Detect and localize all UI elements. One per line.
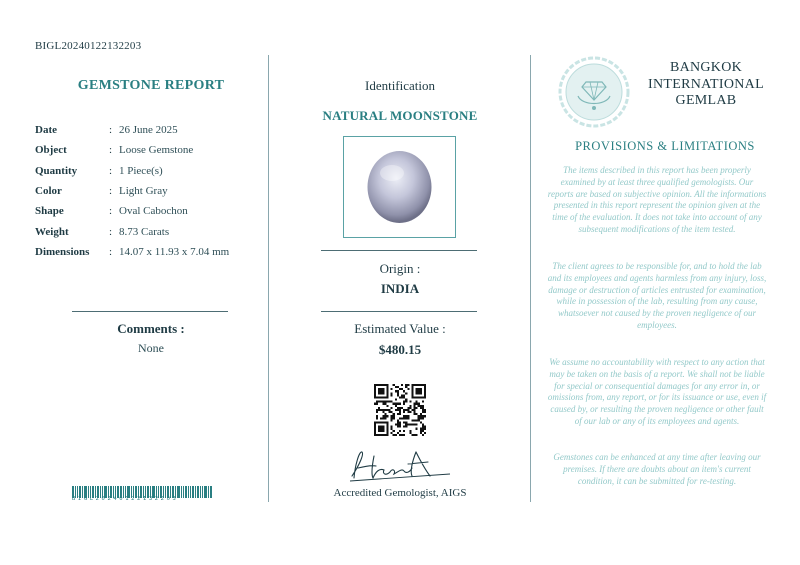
spec-value: 26 June 2025 xyxy=(119,124,178,137)
spec-value: 1 Piece(s) xyxy=(119,164,163,177)
left-rule xyxy=(72,311,228,312)
gemlab-logo-icon xyxy=(558,56,630,128)
origin-label: Origin : xyxy=(379,261,421,276)
qr-code-icon xyxy=(374,384,426,436)
spec-label: Object xyxy=(35,144,67,157)
lab-name-line: BANGKOK xyxy=(669,60,743,75)
provisions-title: PROVISIONS & LIMITATIONS xyxy=(575,139,755,153)
right-divider xyxy=(530,55,531,502)
spec-row-color xyxy=(35,181,265,201)
spec-colon: : xyxy=(109,245,113,258)
gemologist-title: Accredited Gemologist, AIGS xyxy=(333,487,467,499)
moonstone-image xyxy=(344,137,455,237)
spec-list xyxy=(35,120,265,262)
lab-name xyxy=(640,60,772,110)
provisions-paragraph: We assume no accountability with respect to any action that may be taken on the basis of a report. We shall not be liable for special or consequential damages for any error in, or omissions from, any report, or for its issuance or use, even if caused by, or resulting the proven negligence or other fault of our lab or any of its employees and agents. xyxy=(547,357,767,426)
middle-rule-2 xyxy=(321,311,477,312)
spec-colon: : xyxy=(109,225,113,238)
spec-label: Shape xyxy=(35,205,64,218)
provisions-paragraph: The client agrees to be responsible for, and to hold the lab and its employees and agents harmless from any injury, loss, damage or destruction of articles entrusted for examination, while in possession of the lab, resulting from any cause, whatsoever not caused by the proven negligence of our employees. xyxy=(547,261,767,330)
spec-value: Loose Gemstone xyxy=(119,144,194,157)
left-divider xyxy=(268,55,269,502)
lab-name-line: INTERNATIONAL xyxy=(648,76,764,92)
estimated-value-label: Estimated Value : xyxy=(354,321,446,336)
stone-name: NATURAL MOONSTONE xyxy=(322,108,478,123)
spec-row-object xyxy=(35,140,265,160)
estimated-value: $480.15 xyxy=(378,342,422,357)
spec-value: Light Gray xyxy=(119,185,168,198)
spec-colon: : xyxy=(109,164,113,177)
comments-value: None xyxy=(138,341,164,355)
spec-row-date xyxy=(35,120,265,140)
barcode-text: BIGL20240122132203 xyxy=(72,496,179,502)
spec-label: Quantity xyxy=(35,164,78,177)
identification-label: Identification xyxy=(364,78,436,93)
spec-colon: : xyxy=(109,185,113,198)
lab-name-line: GEMLAB xyxy=(675,93,737,108)
spec-row-shape xyxy=(35,201,265,221)
provisions-paragraph: Gemstones can be enhanced at any time after leaving our premises. If there are doubts about an item's current condition, it can be submitted for re-testing. xyxy=(553,452,761,486)
spec-label: Date xyxy=(35,124,57,137)
spec-label: Dimensions xyxy=(35,245,90,258)
spec-label: Color xyxy=(35,185,62,198)
comments-label: Comments : xyxy=(117,321,185,336)
gemstone-photo xyxy=(343,136,456,238)
provisions-paragraph: The items described in this report has been properly examined by at least three qualified gemologists. Our reports are based on subjective opinion. All the informations presented in this report represent the opinion given at the time of the evaluation. It does not take into account of any subsequent modifications of the item tested. xyxy=(547,165,767,234)
spec-value: 14.07 x 11.93 x 7.04 mm xyxy=(119,245,230,258)
report-title: GEMSTONE REPORT xyxy=(77,78,225,93)
signature-icon xyxy=(346,446,456,486)
spec-colon: : xyxy=(109,144,113,157)
spec-value: 8.73 Carats xyxy=(119,225,170,238)
spec-colon: : xyxy=(109,205,113,218)
spec-row-quantity xyxy=(35,161,265,181)
report-id: BIGL20240122132203 xyxy=(35,40,142,52)
spec-colon: : xyxy=(109,124,113,137)
spec-row-weight xyxy=(35,221,265,241)
spec-value: Oval Cabochon xyxy=(119,205,188,218)
origin-value: INDIA xyxy=(380,281,420,296)
spec-row-dimensions xyxy=(35,242,265,262)
middle-rule-1 xyxy=(321,250,477,251)
spec-label: Weight xyxy=(35,225,69,238)
